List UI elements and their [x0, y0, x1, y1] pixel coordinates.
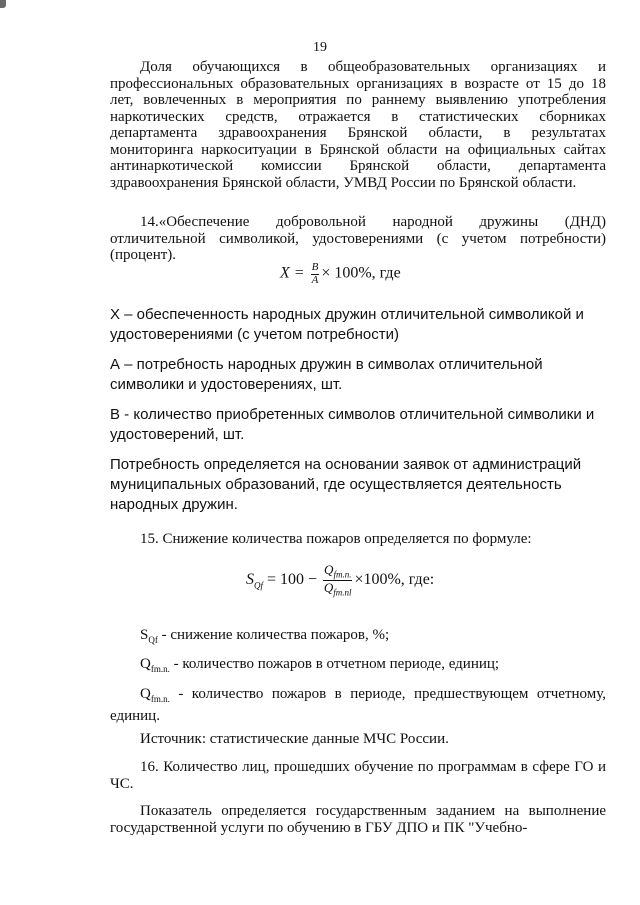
page-number: 19 — [313, 40, 327, 55]
formula-15-num-q: Q — [324, 562, 334, 577]
item-15-heading — [110, 531, 606, 548]
item-14-text: 14.«Обеспечение добровольной народной дружины (ДНД) отличительной символикой, удостоверениями (с учетом потребности) (процент). — [110, 214, 606, 263]
definition-s-symbol: S — [140, 627, 149, 643]
definition-q1-text: - количество пожаров в отчетном периоде, единиц; — [169, 656, 500, 672]
formula-14-denominator: A — [311, 273, 319, 286]
definition-q2 — [110, 686, 606, 724]
formula-15-num-sub: fm.n. — [333, 569, 352, 580]
formula-15 — [246, 563, 434, 598]
formula-14 — [280, 262, 401, 286]
formula-15-den-sub: fm.nl — [333, 587, 352, 598]
formula-15-s-sub: Qf — [254, 580, 263, 591]
formula-15-s: S — [246, 571, 254, 589]
definition-q2-sub: fm.n. — [150, 694, 170, 704]
formula-14-rhs: × 100%, где — [321, 264, 401, 282]
definition-q1 — [110, 656, 606, 678]
definition-q1-symbol: Q — [140, 656, 151, 672]
paragraph-share-students — [110, 59, 606, 191]
formula-14-fraction — [311, 262, 320, 286]
formula-15-den-q: Q — [323, 580, 334, 596]
source-text: Источник: статистические данные МЧС России. — [140, 731, 449, 747]
formula-15-numerator — [323, 563, 352, 581]
item-16-text: 16. Количество лиц, прошедших обучение по программам в сфере ГО и ЧС. — [110, 759, 606, 792]
item-15-text: 15. Снижение количества пожаров определяется по формуле: — [140, 531, 532, 547]
item-14-heading — [110, 214, 606, 264]
definition-q1-sub: fm.n. — [150, 664, 170, 674]
source-line — [110, 731, 606, 748]
definition-q2-symbol: Q — [140, 686, 151, 702]
formula-15-eq: = 100 − — [263, 571, 322, 589]
formula-15-rhs: ×100%, где: — [354, 571, 435, 589]
formula-15-denominator — [323, 581, 352, 598]
definition-a: А – потребность народных дружин в символах отличительной символики и удостоверениях, шт. — [110, 356, 543, 393]
paragraph-share-students-text: Доля обучающихся в общеобразовательных организациях и профессиональных образовательных организациях в возрасте от 15 до 18 лет, вовлеченных в мероприятия по раннему выявлению употребления наркотических средств, отражается в статистических сборниках департамента здравоохранения Брянской области, в результатах мониторинга наркоситуации в Брянской области на официальных сайтах антинаркотической комиссии Брянской области, департамента здравоохранения Брянской области, УМВД России по Брянской области. — [110, 59, 606, 191]
scan-artifact — [0, 0, 6, 8]
definition-b: В - количество приобретенных символов отличительной символики и удостоверений, шт. — [110, 406, 595, 443]
indicator-note — [110, 803, 606, 836]
formula-15-fraction — [323, 563, 352, 598]
definition-s-sub: Qf — [148, 635, 158, 645]
indicator-note-text: Показатель определяется государственным заданием на выполнение государственной услуги по обучению в ГБУ ДПО и ПК "Учебно- — [110, 803, 606, 836]
item-16-heading — [110, 759, 606, 792]
formula-14-lhs: X = — [280, 264, 309, 282]
formula-14-numerator: B — [311, 261, 319, 273]
definition-x: Х – обеспеченность народных дружин отличительной символикой и удостоверениями (с учетом потребности) — [110, 306, 584, 343]
need-note: Потребность определяется на основании заявок от администраций муниципальных образований, где осуществляется деятельность народных дружин. — [110, 456, 582, 513]
definition-s-text: - снижение количества пожаров, %; — [157, 627, 390, 643]
definition-s — [110, 627, 606, 649]
definition-q2-text: - количество пожаров в периоде, предшествующем отчетному, единиц. — [110, 686, 606, 724]
